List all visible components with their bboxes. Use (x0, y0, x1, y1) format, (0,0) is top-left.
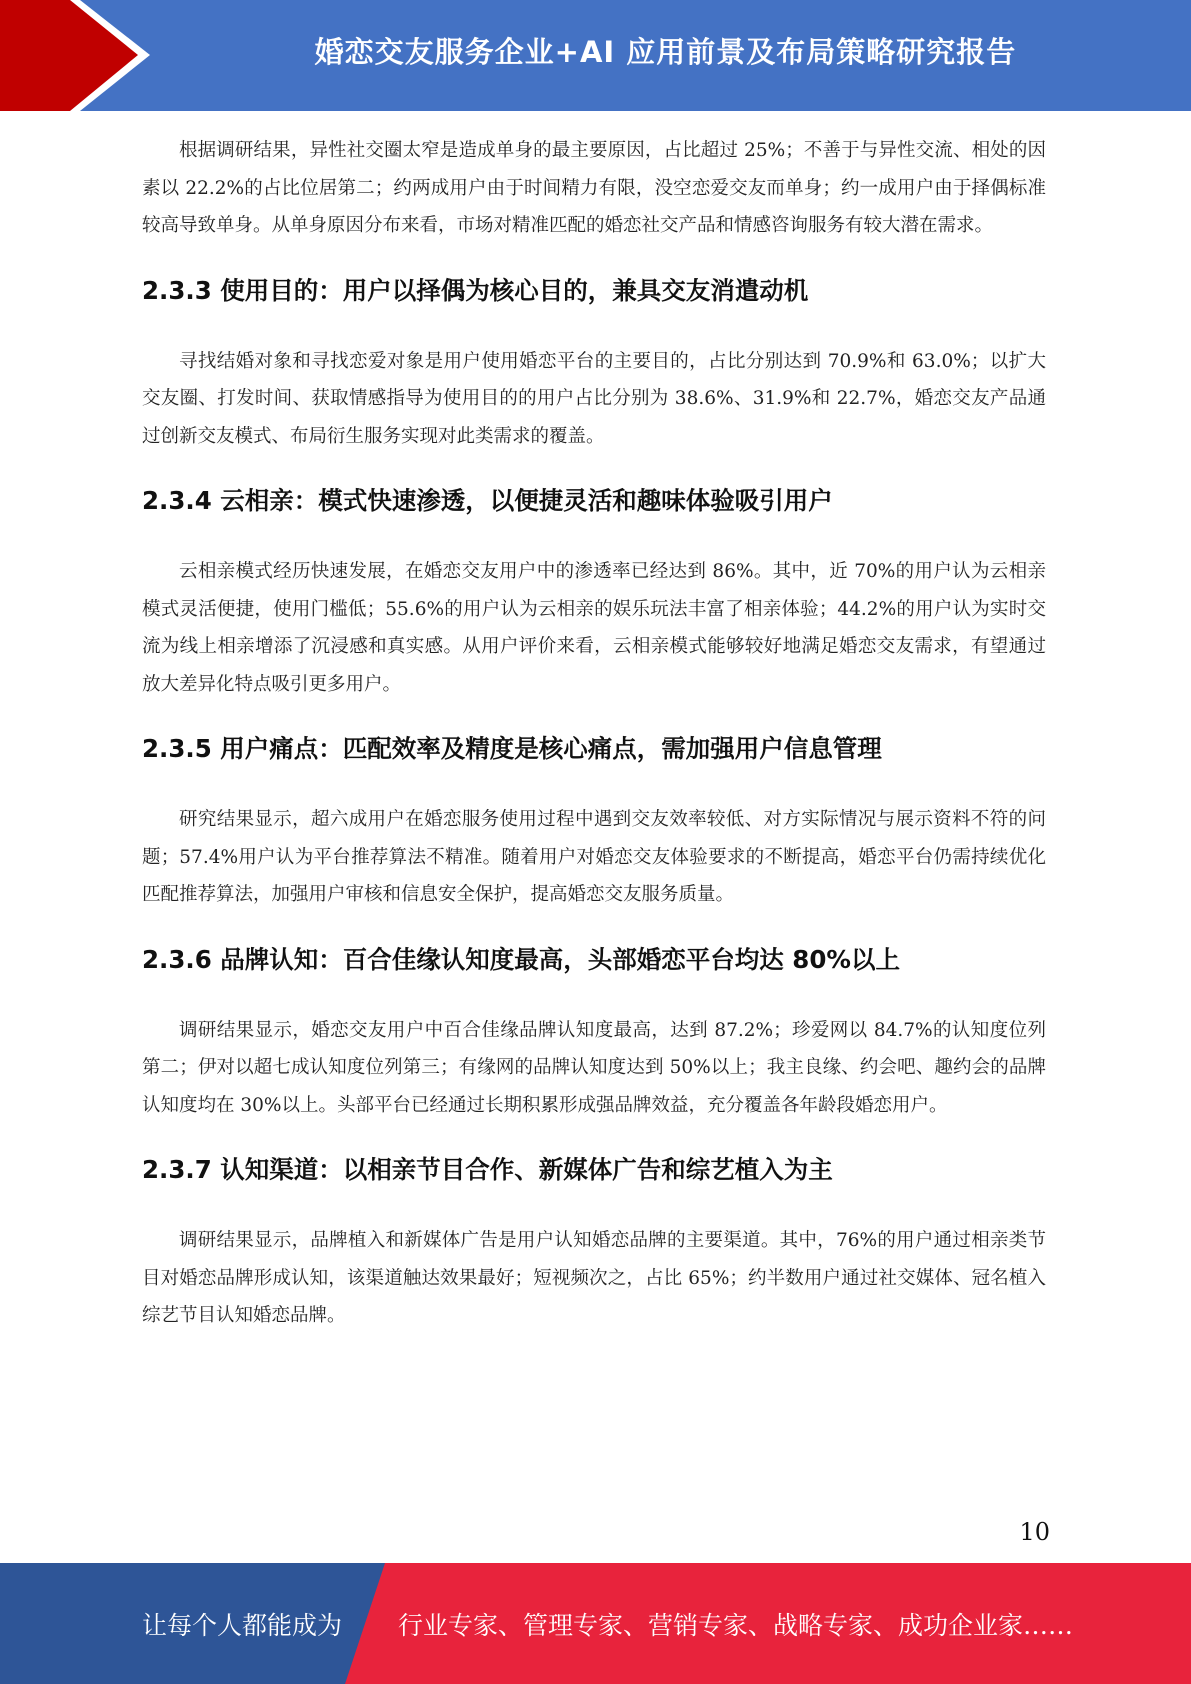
paragraph-2-3-5: 研究结果显示，超六成用户在婚恋服务使用过程中遇到交友效率较低、对方实际情况与展示资料不符的问题；57.4%用户认为平台推荐算法不精准。随着用户对婚恋交友体验要求的不断提高，婚恋平台仍需持续优化匹配推荐算法，加强用户审核和信息安全保护，提高婚恋交友服务质量。 (142, 809, 1046, 905)
header-banner (0, 0, 1191, 111)
heading-2-3-5: 2.3.5 用户痛点：匹配效率及精度是核心痛点，需加强用户信息管理 (142, 734, 882, 763)
paragraph-intro: 根据调研结果，异性社交圈太窄是造成单身的最主要原因，占比超过 25%；不善于与异性交流、相处的因素以 22.2%的占比位居第二；约两成用户由于时间精力有限，没空恋爱交友而单身；约一成用户由于择偶标准较高导致单身。从单身原因分布来看，市场对精准匹配的婚恋社交产品和情感咨询服务有较大潜在需求。 (142, 140, 1046, 236)
footer-banner (0, 1563, 1191, 1684)
heading-2-3-3: 2.3.3 使用目的：用户以择偶为核心目的，兼具交友消遣动机 (142, 275, 809, 305)
paragraph-2-3-6: 调研结果显示，婚恋交友用户中百合佳缘品牌认知度最高，达到 87.2%；珍爱网以 84.7%的认知度位列第二；伊对以超七成认知度位列第三；有缘网的品牌认知度达到 50%以上；我主良缘、约会吧、趣约会的品牌认知度均在 30%以上。头部平台已经通过长期积累形成强品牌效益，充分覆盖各年龄段婚恋用户。 (142, 1019, 1046, 1116)
heading-2-3-6: 2.3.6 品牌认知：百合佳缘认知度最高，头部婚恋平台均达 80%以上 (142, 944, 900, 974)
paragraph-2-3-7: 调研结果显示，品牌植入和新媒体广告是用户认知婚恋品牌的主要渠道。其中，76%的用户通过相亲类节目对婚恋品牌形成认知，该渠道触达效果最好；短视频次之，占比 65%；约半数用户通过社交媒体、冠名植入综艺节目认知婚恋品牌。 (142, 1230, 1046, 1326)
footer-slogan-left: 让每个人都能成为 (142, 1610, 343, 1640)
report-title: 婚恋交友服务企业+AI 应用前景及布局策略研究报告 (314, 34, 1017, 69)
footer-slogan-right: 行业专家、管理专家、营销专家、战略专家、成功企业家…… (398, 1610, 1074, 1640)
paragraph-2-3-3: 寻找结婚对象和寻找恋爱对象是用户使用婚恋平台的主要目的，占比分别达到 70.9%和 63.0%；以扩大交友圈、打发时间、获取情感指导为使用目的的用户占比分别为 38.6%、31.9%和 22.7%，婚恋交友产品通过创新交友模式、布局衍生服务实现对此类需求的覆盖。 (142, 350, 1046, 447)
header-arrow-decoration (0, 0, 160, 111)
main-content (142, 132, 1046, 1335)
paragraph-2-3-4: 云相亲模式经历快速发展，在婚恋交友用户中的渗透率已经达到 86%。其中，近 70%的用户认为云相亲模式灵活便捷，使用门槛低；55.6%的用户认为云相亲的娱乐玩法丰富了相亲体验；44.2%的用户认为实时交流为线上相亲增添了沉浸感和真实感。从用户评价来看，云相亲模式能够较好地满足婚恋交友需求，有望通过放大差异化特点吸引更多用户。 (142, 561, 1046, 695)
heading-2-3-7: 2.3.7 认知渠道：以相亲节目合作、新媒体广告和综艺植入为主 (142, 1155, 833, 1184)
heading-2-3-4: 2.3.4 云相亲：模式快速渗透，以便捷灵活和趣味体验吸引用户 (142, 486, 833, 515)
page-number: 10 (1019, 1518, 1050, 1546)
